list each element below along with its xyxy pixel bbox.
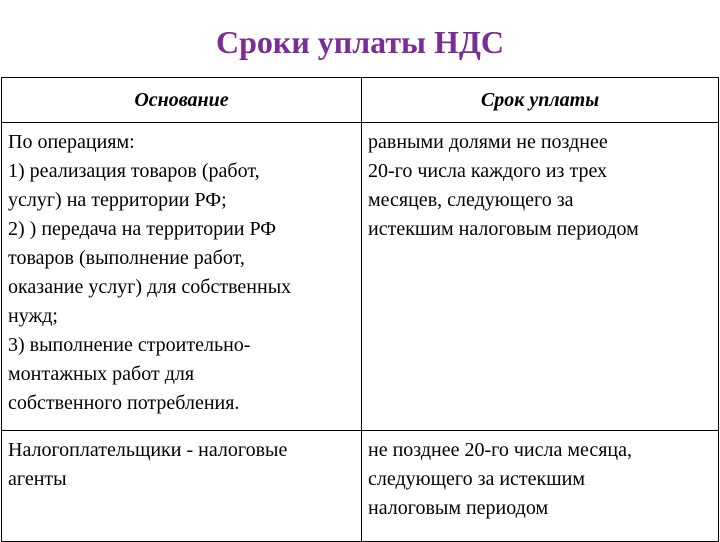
table-row bbox=[2, 431, 719, 542]
cell-line: собственного потребления. bbox=[8, 392, 240, 414]
column-header-term: Срок уплаты bbox=[362, 78, 719, 123]
table-row bbox=[2, 123, 719, 431]
cell-line: услуг) на территории РФ; bbox=[8, 189, 227, 211]
cell-line: налоговым периодом bbox=[368, 497, 549, 519]
cell-line: 20-го числа каждого из трех bbox=[368, 160, 608, 182]
table-cell-basis bbox=[2, 123, 362, 431]
table-header-row bbox=[2, 78, 719, 123]
cell-line: оказание услуг) для собственных bbox=[8, 276, 292, 298]
cell-line: равными долями не позднее bbox=[368, 131, 608, 153]
cell-line: 3) выполнение строительно- bbox=[8, 334, 251, 356]
table-cell-basis bbox=[2, 431, 362, 542]
cell-line: нужд; bbox=[8, 305, 58, 327]
cell-line: следующего за истекшим bbox=[368, 468, 586, 490]
table-cell-term bbox=[362, 431, 719, 542]
column-header-basis: Основание bbox=[2, 78, 362, 123]
vat-payment-terms-table bbox=[1, 77, 719, 542]
cell-line: товаров (выполнение работ, bbox=[8, 247, 245, 269]
cell-line: 1) реализация товаров (работ, bbox=[8, 160, 260, 182]
cell-line: По операциям: bbox=[8, 131, 135, 153]
cell-line: месяцев, следующего за bbox=[368, 189, 574, 211]
cell-line: истекшим налоговым периодом bbox=[368, 218, 639, 240]
cell-line: Налогоплательщики - налоговые bbox=[8, 439, 288, 461]
cell-line: не позднее 20-го числа месяца, bbox=[368, 439, 633, 461]
cell-line: монтажных работ для bbox=[8, 363, 195, 385]
cell-line: агенты bbox=[8, 468, 67, 490]
table-cell-term bbox=[362, 123, 719, 431]
cell-line: 2) ) передача на территории РФ bbox=[8, 218, 277, 240]
page-title: Сроки уплаты НДС bbox=[215, 24, 505, 60]
